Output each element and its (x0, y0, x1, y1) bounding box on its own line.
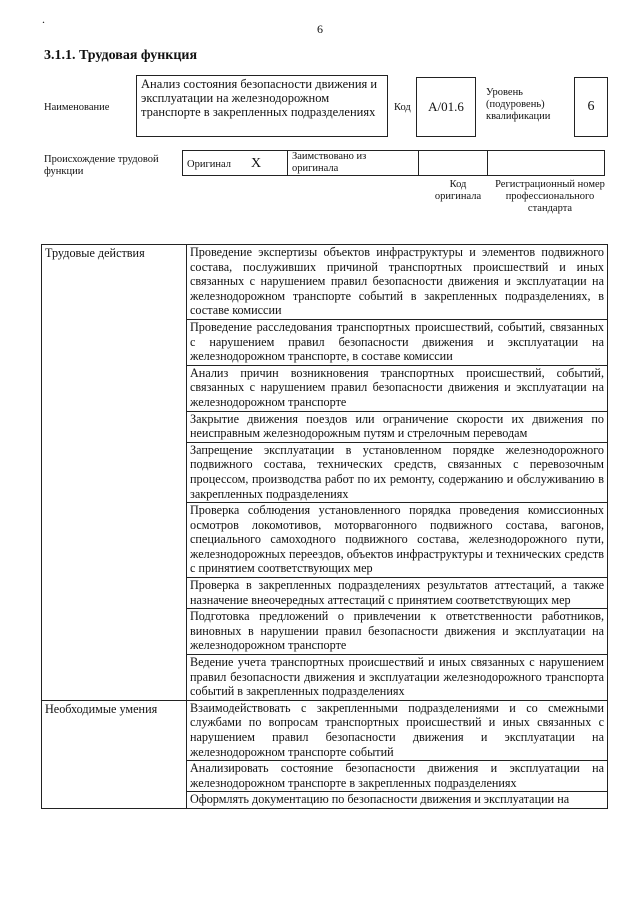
code-caption: Код оригинала (434, 179, 482, 202)
group-name: Необходимые умения (42, 700, 187, 808)
reg-number-cell (488, 151, 605, 176)
name-label: Наименование (44, 102, 110, 113)
table-row (42, 245, 608, 320)
code-value-box: A/01.6 (416, 77, 476, 137)
group-name: Трудовые действия (42, 245, 187, 701)
table-cell: Ведение учета транспортных происшествий и иных связанных с нарушением правил безопасности движения и эксплуатации железнодорожного транспорта событий в закрепленных подразделениях (187, 655, 608, 701)
reg-number-caption: Регистрационный номер профессионального стандарта (495, 179, 605, 214)
original-code-cell (419, 151, 488, 176)
table-cell: Взаимодействовать с закрепленными подразделениями и со смежными службами по вопросам транспортных происшествий и иных связанных с нарушением правил безопасности движения и эксплуатации на железнодорожном транспорте событий (187, 700, 608, 760)
labor-table (41, 244, 608, 809)
table-cell: Анализ причин возникновения транспортных происшествий, событий, связанных с нарушением правил безопасности движения и эксплуатации на железнодорожном транспорте (187, 365, 608, 411)
table-cell: Проведение экспертизы объектов инфраструктуры и элементов подвижного состава, послуживших причиной транспортных происшествий и иных связанных с нарушением правил безопасности движения и эксплуатации на железнодорожном транспорте событий в закрепленных подразделениях, в составе комиссии (187, 245, 608, 320)
code-label: Код (394, 102, 411, 113)
original-label: Оригинал (187, 159, 231, 170)
table-cell: Проведение расследования транспортных происшествий, событий, связанных с нарушением правил безопасности движения и эксплуатации на железнодорожном транспорте, в составе комиссии (187, 319, 608, 365)
borrowed-cell: Заимствовано из оригинала (288, 151, 419, 176)
table-row (42, 700, 608, 760)
original-mark: X (251, 156, 262, 171)
corner-mark: . (42, 12, 45, 26)
table-cell: Подготовка предложений о привлечении к ответственности работников, виновных в нарушении правил безопасности движения и эксплуатации на железнодорожном транспорте (187, 609, 608, 655)
section-title: 3.1.1. Трудовая функция (44, 48, 198, 63)
table-cell: Анализировать состояние безопасности движения и эксплуатации на железнодорожном транспорте в закрепленных подразделениях (187, 761, 608, 792)
table-cell: Закрытие движения поездов или ограничение скорости их движения по неисправным железнодорожным путям и стрелочным переводам (187, 411, 608, 442)
function-name-box: Анализ состояния безопасности движения и эксплуатации на железнодорожном транспорте в закрепленных подразделениях (136, 75, 388, 137)
table-cell: Проверка соблюдения установленного порядка проведения комиссионных осмотров локомотивов, моторвагонного подвижного состава, вагонов, специального самоходного подвижного состава, железнодорожного пути, железнодорожных переездов, объектов инфраструктуры и технических средств с принятием соответствующих мер (187, 503, 608, 578)
origin-table (182, 150, 605, 176)
original-cell (183, 151, 288, 176)
level-label: Уровень (подуровень) квалификации (486, 87, 551, 122)
page-number: 6 (317, 22, 323, 36)
table-cell: Запрещение эксплуатации в установленном порядке железнодорожного подвижного состава, технических средств, связанных с перевозочным процессом, производства работ по их ремонту, содержанию и обслуживанию в закрепленных подразделениях (187, 442, 608, 502)
table-cell: Оформлять документацию по безопасности движения и эксплуатации на (187, 792, 608, 809)
table-cell: Проверка в закрепленных подразделениях результатов аттестаций, а также назначение внеочередных аттестаций с принятием соответствующих мер (187, 578, 608, 609)
origin-label: Происхождение трудовой функции (44, 154, 159, 177)
level-value-box: 6 (574, 77, 608, 137)
